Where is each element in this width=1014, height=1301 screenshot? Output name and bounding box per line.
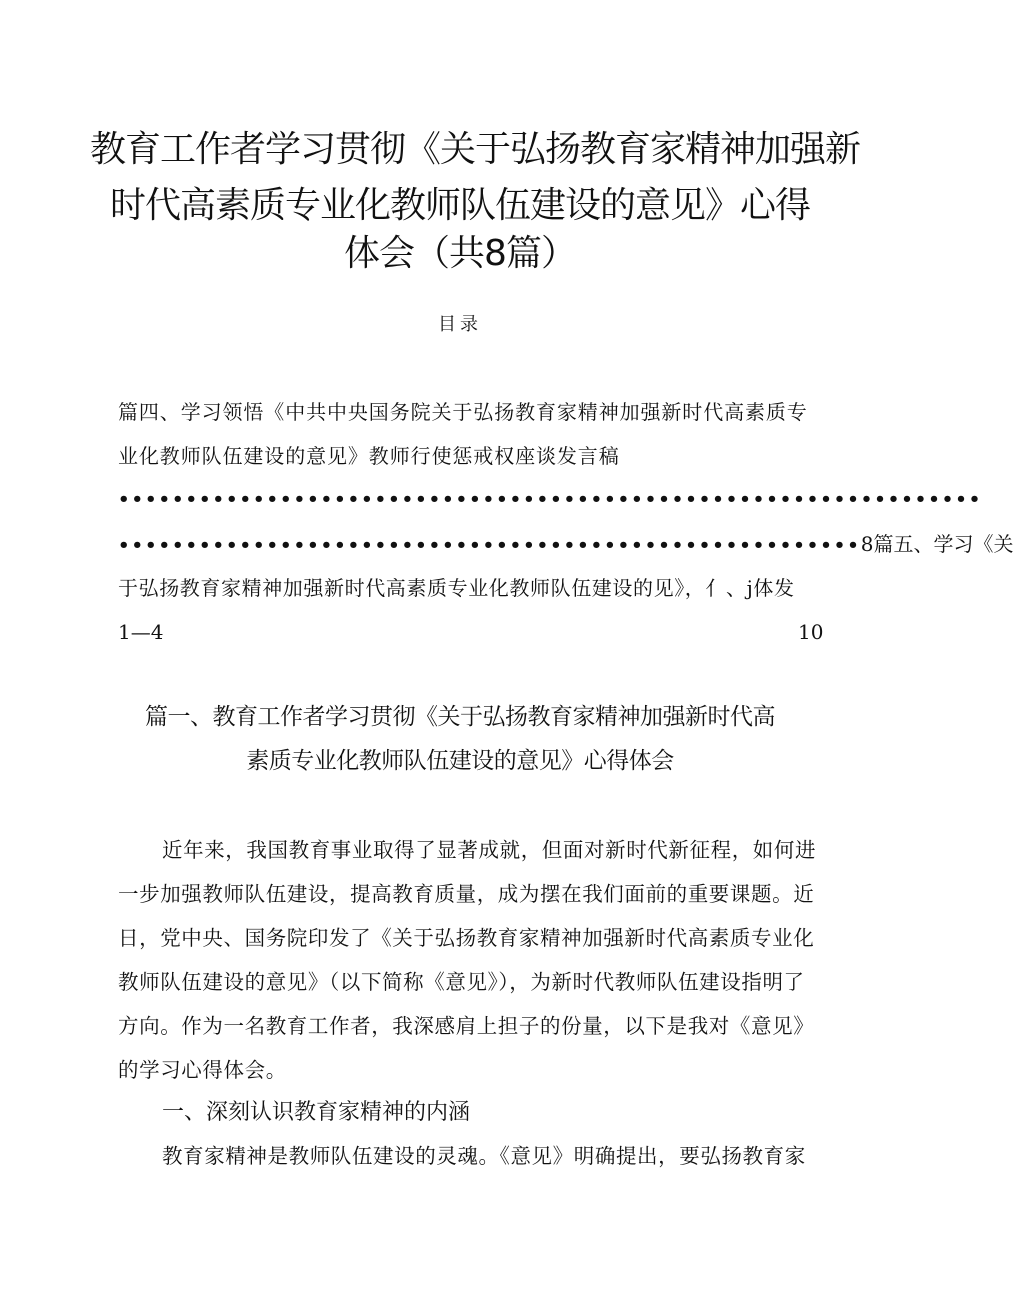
toc-entry-5-line-2[interactable]: 于弘扬教育家精神加强新时代高素质专业化教师队伍建设的见》，亻、j体发	[118, 576, 795, 600]
paragraph-line: 一步加强教师队伍建设，提高教育质量，成为摆在我们面前的重要课题。近	[118, 882, 815, 906]
toc-entry-5-start[interactable]: 篇五、学习《关	[873, 532, 1014, 556]
section-1-title-line-1: 篇一、教育工作者学习贯彻《关于弘扬教育家精神加强新时代高	[145, 704, 775, 730]
toc-leader-dots-2: •••••••••••••••••••••••••••••••••••••••••••••••••••••••	[118, 535, 861, 556]
toc-range-right: 10	[798, 620, 824, 644]
toc-range-left: 1—4	[118, 620, 164, 644]
paragraph-line: 日，党中央、国务院印发了《关于弘扬教育家精神加强新时代高素质专业化	[118, 926, 815, 950]
paragraph-line: 教师队伍建设的意见》（以下简称《意见》），为新时代教师队伍建设指明了	[118, 970, 805, 994]
section-1-title-line-2: 素质专业化教师队伍建设的意见》心得体会	[246, 748, 674, 774]
paragraph-line: 的学习心得体会。	[118, 1058, 287, 1082]
toc-entry-4-page[interactable]: 8	[860, 532, 874, 556]
paragraph-line: 近年来，我国教育事业取得了显著成就，但面对新时代新征程，如何进	[162, 838, 817, 862]
toc-leader-row	[118, 530, 1014, 560]
document-title-line-2: 时代高素质专业化教师队伍建设的意见》心得	[109, 185, 810, 226]
toc-entry-4-line-2[interactable]: 业化教师队伍建设的意见》教师行使惩戒权座谈发言稿	[118, 444, 620, 468]
document-title-line-1: 教育工作者学习贯彻《关于弘扬教育家精神加强新	[90, 129, 861, 170]
toc-range-row	[118, 618, 824, 646]
toc-heading: 目录	[438, 314, 482, 335]
subheading-1: 一、深刻认识教育家精神的内涵	[162, 1100, 471, 1125]
toc-leader-dots: ••••••••••••••••••••••••••••••••••••••••••••••••••••••••••••••••	[118, 489, 983, 510]
paragraph-line: 方向。作为一名教育工作者，我深感肩上担子的份量，以下是我对《意见》	[118, 1014, 815, 1038]
paragraph-line: 教育家精神是教师队伍建设的灵魂。《意见》明确提出，要弘扬教育家	[162, 1144, 806, 1168]
document-title-line-3: 体会（共8篇）	[344, 233, 576, 274]
toc-entry-4-line-1[interactable]: 篇四、学习领悟《中共中央国务院关于弘扬教育家精神加强新时代高素质专	[118, 400, 808, 424]
